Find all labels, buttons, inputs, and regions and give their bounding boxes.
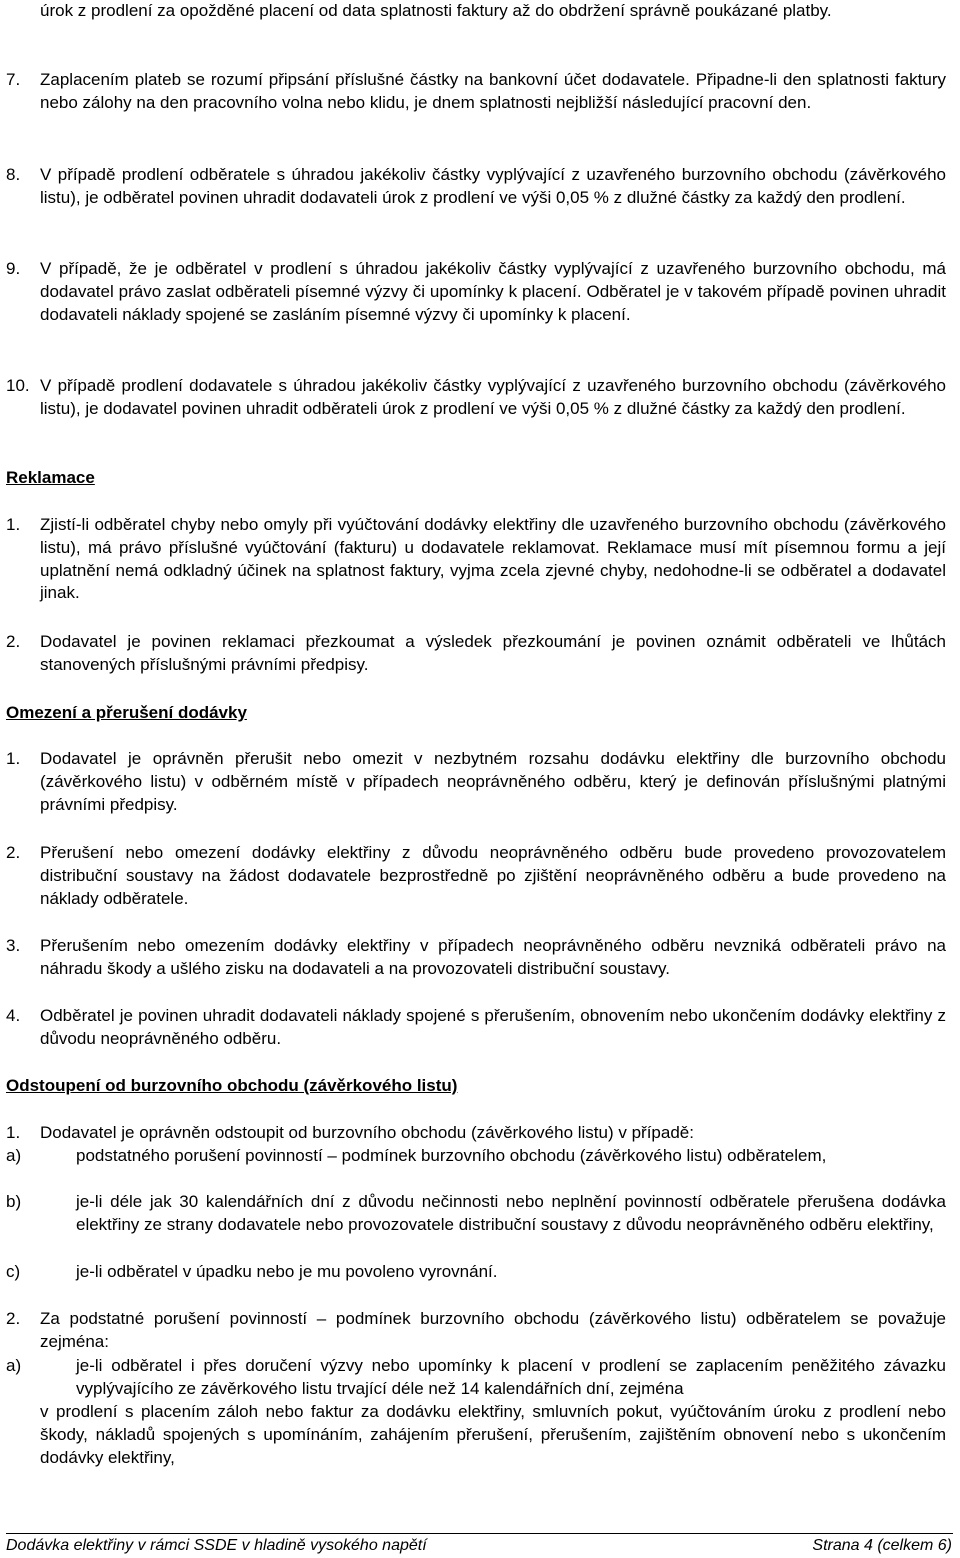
item-text: Zaplacením plateb se rozumí připsání příslušné částky na bankovní účet dodavatele. Připadne-li den splatnosti faktury nebo zálohy na den pracovního volna nebo klidu, je dnem splatnosti nejbližší následující pracovní den.: [40, 70, 946, 112]
list-item: [6, 935, 946, 981]
item-number: 10.: [6, 376, 30, 395]
sub-list-item: [6, 1145, 946, 1168]
item-text: Dodavatel je oprávněn odstoupit od burzovního obchodu (závěrkového listu) v případě:: [40, 1123, 694, 1142]
continuation-paragraph: úrok z prodlení za opožděné placení od data splatnosti faktury až do obdržení správně poukázané platby.: [40, 1, 832, 20]
sub-list-item: [6, 1191, 946, 1237]
item-number: 2.: [6, 1309, 21, 1328]
item-number: 2.: [6, 843, 21, 862]
list-item: [6, 258, 946, 326]
section-heading: Reklamace: [6, 468, 95, 487]
item-text: V případě prodlení dodavatele s úhradou jakékoliv částky vyplývající z uzavřeného burzovního obchodu (závěrkového listu), je dodavatel povinen uhradit odběrateli úrok z prodlení ve výši 0,05 % z dlužné částky za každý den prodlení.: [40, 376, 946, 418]
footer-page-number: Strana 4 (celkem 6): [812, 1537, 952, 1554]
sub-item-label: c): [6, 1262, 21, 1281]
item-text: Dodavatel je povinen reklamaci přezkoumat a výsledek přezkoumání je povinen oznámit odběrateli ve lhůtách stanovených příslušnými právními předpisy.: [40, 632, 946, 674]
list-item: [6, 1122, 946, 1145]
item-text: V případě prodlení odběratele s úhradou jakékoliv částky vyplývající z uzavřeného burzovního obchodu (závěrkového listu), je odběratel povinen uhradit dodavateli úrok z prodlení ve výši 0,05 % z dlužné částky za každý den prodlení.: [40, 165, 946, 207]
item-text: V případě, že je odběratel v prodlení s úhradou jakékoliv částky vyplývající z uzavřeného burzovního obchodu, má dodavatel právo zaslat odběrateli písemné výzvy či upomínky k placení. Odběratel je v takovém případě povinen uhradit dodavateli náklady spojené se zasláním písemné výzvy či upomínky k placení.: [40, 259, 946, 324]
sub-item-text: podstatného porušení povinností – podmínek burzovního obchodu (závěrkového listu) odběratelem,: [76, 1146, 827, 1165]
item-number: 9.: [6, 259, 21, 278]
item-number: 1.: [6, 749, 21, 768]
item-text: Za podstatné porušení povinností – podmínek burzovního obchodu (závěrkového listu) odběratelem se považuje zejména:: [40, 1309, 946, 1351]
sub-item-label: b): [6, 1192, 22, 1211]
item-number: 3.: [6, 936, 21, 955]
section-heading: Odstoupení od burzovního obchodu (závěrkového listu): [6, 1076, 458, 1095]
sub-item-label: a): [6, 1146, 22, 1165]
item-text: Odběratel je povinen uhradit dodavateli náklady spojené s přerušením, obnovením nebo ukončením dodávky elektřiny z důvodu neoprávněného odběru.: [40, 1006, 946, 1048]
list-item: [6, 1005, 946, 1051]
item-text: Zjistí-li odběratel chyby nebo omyly při vyúčtování dodávky elektřiny dle uzavřeného burzovního obchodu (závěrkového listu), má právo příslušné vyúčtování (fakturu) u dodavatele reklamovat. Reklamace musí mít písemnou formu a její uplatnění nemá odkladný účinek na splatnost faktury, vyjma zcela zjevné chyby, nedohodne-li se odběratel a dodavatel jinak.: [40, 515, 946, 603]
item-number: 7.: [6, 70, 21, 89]
list-item: [6, 514, 946, 605]
sub-list-item: [6, 1261, 946, 1284]
list-item: [6, 164, 946, 210]
sub-item-text: je-li déle jak 30 kalendářních dní z důvodu nečinnosti nebo neplnění povinností odběratele přerušena dodávka elektřiny ze strany dodavatele nebo provozovatele distribuční soustavy z důvodu neoprávněného odběru elektřiny,: [76, 1192, 946, 1234]
sub-list-item: [6, 1355, 946, 1401]
item-text: Přerušení nebo omezení dodávky elektřiny z důvodu neoprávněného odběru bude provedeno provozovatelem distribuční soustavy na žádost dodavatele bezprostředně po zjištění neoprávněného odběru a bude provedeno na náklady odběratele.: [40, 843, 946, 908]
list-item: [6, 375, 946, 421]
section-heading: Omezení a přerušení dodávky: [6, 703, 247, 722]
sub-item-text: je-li odběratel i přes doručení výzvy nebo upomínky k placení v prodlení se zaplacením peněžitého závazku vyplývajícího ze závěrkového listu trvající déle než 14 kalendářních dní, zejména: [76, 1356, 946, 1398]
footer-document-title: Dodávka elektřiny v rámci SSDE v hladině vysokého napětí: [6, 1537, 427, 1554]
item-number: 2.: [6, 632, 21, 651]
item-text: Dodavatel je oprávněn přerušit nebo omezit v nezbytném rozsahu dodávku elektřiny dle burzovního obchodu (závěrkového listu) v odběrném místě v případech neoprávněného odběru, který je definován příslušnými platnými právními předpisy.: [40, 749, 946, 814]
sub-item-text: je-li odběratel v úpadku nebo je mu povoleno vyrovnání.: [76, 1262, 498, 1281]
item-number: 8.: [6, 165, 21, 184]
item-text: Přerušením nebo omezením dodávky elektřiny v případech neoprávněného odběru nevzniká odběrateli právo na náhradu škody a ušlého zisku na dodavateli a na provozovateli distribuční soustavy.: [40, 936, 946, 978]
item-number: 4.: [6, 1006, 21, 1025]
item-number: 1.: [6, 1123, 21, 1142]
item-number: 1.: [6, 515, 21, 534]
list-item: [6, 631, 946, 677]
list-item: [6, 842, 946, 910]
sub-item-continuation: v prodlení s placením záloh nebo faktur za dodávku elektřiny, smluvních pokut, vyúčtováním úroku z prodlení nebo škody, nákladů spojených s upomínáním, zahájením přerušení, přerušením, zajištěním obnovení nebo s ukončením dodávky elektřiny,: [40, 1402, 946, 1467]
sub-item-label: a): [6, 1356, 22, 1375]
footer-divider: [6, 1533, 953, 1534]
list-item: [6, 69, 946, 115]
list-item: [6, 748, 946, 816]
list-item: [6, 1308, 946, 1354]
